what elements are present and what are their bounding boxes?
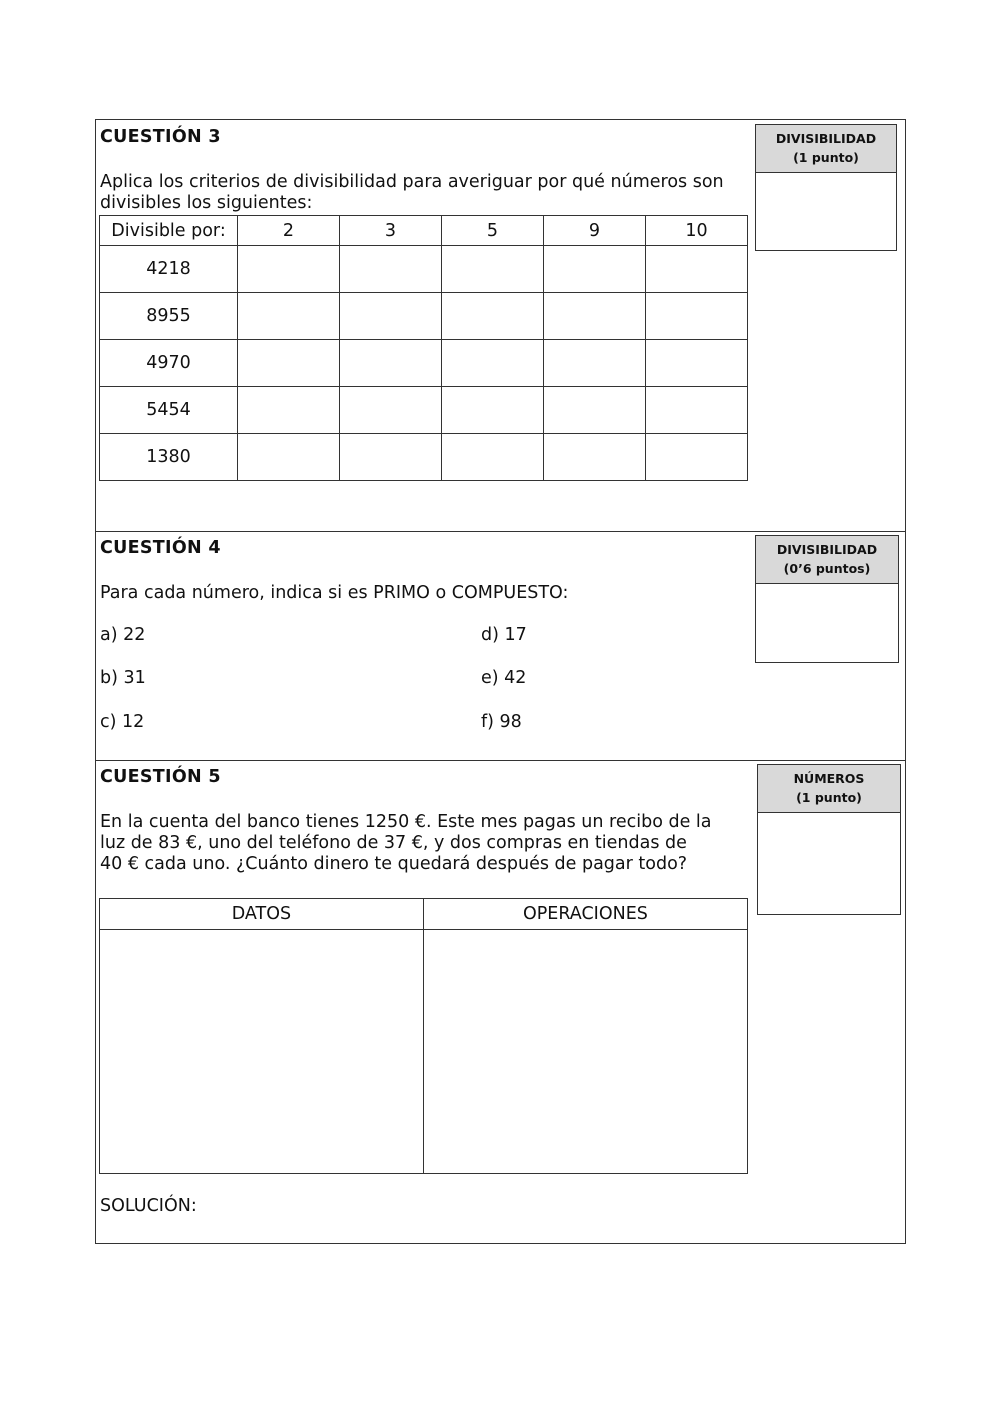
divisibility-table — [99, 215, 748, 481]
answer-cell[interactable] — [340, 246, 442, 293]
q4-statement: Para cada número, indica si es PRIMO o COMPUESTO: — [100, 583, 569, 603]
q5-statement-line: En la cuenta del banco tienes 1250 €. Este mes pagas un recibo de la — [100, 812, 712, 832]
q4-item-f: f) 98 — [481, 712, 522, 732]
operaciones-area[interactable] — [423, 930, 747, 1174]
q5-statement-line: 40 € cada uno. ¿Cuánto dinero te quedará después de pagar todo? — [100, 854, 688, 874]
q5-score-box — [757, 764, 901, 915]
q5-statement — [100, 812, 712, 875]
table-row — [100, 434, 748, 481]
q3-score-points: (1 punto) — [793, 150, 859, 165]
answer-cell[interactable] — [646, 434, 748, 481]
table-row — [100, 340, 748, 387]
answer-cell[interactable] — [442, 434, 544, 481]
q5-title: CUESTIÓN 5 — [100, 767, 221, 787]
q4-item-a: a) 22 — [100, 625, 146, 645]
answer-cell[interactable] — [442, 340, 544, 387]
table-header-label: Divisible por: — [100, 216, 238, 246]
divisor-9: 9 — [544, 216, 646, 246]
table-row — [100, 387, 748, 434]
operaciones-header: OPERACIONES — [423, 899, 747, 930]
answer-cell[interactable] — [544, 293, 646, 340]
table-row — [100, 246, 748, 293]
row-number: 8955 — [100, 293, 238, 340]
q4-item-c: c) 12 — [100, 712, 145, 732]
q3-title: CUESTIÓN 3 — [100, 127, 221, 147]
section-divider — [95, 760, 906, 761]
q5-statement-line: luz de 83 €, uno del teléfono de 37 €, y dos compras en tiendas de — [100, 833, 687, 853]
answer-cell[interactable] — [238, 293, 340, 340]
q5-score-category: NÚMEROS — [793, 771, 865, 786]
answer-cell[interactable] — [238, 434, 340, 481]
row-number: 4970 — [100, 340, 238, 387]
answer-cell[interactable] — [238, 387, 340, 434]
row-number: 1380 — [100, 434, 238, 481]
section-divider — [95, 531, 906, 532]
q4-item-d: d) 17 — [481, 625, 527, 645]
answer-cell[interactable] — [340, 434, 442, 481]
answer-cell[interactable] — [238, 340, 340, 387]
q5-score-points: (1 punto) — [796, 790, 862, 805]
answer-cell[interactable] — [646, 387, 748, 434]
q4-item-b: b) 31 — [100, 668, 146, 688]
answer-cell[interactable] — [340, 293, 442, 340]
answer-cell[interactable] — [544, 434, 646, 481]
q3-score-category: DIVISIBILIDAD — [775, 131, 877, 146]
q4-title: CUESTIÓN 4 — [100, 538, 221, 558]
datos-area[interactable] — [100, 930, 424, 1174]
q4-score-points: (0’6 puntos) — [783, 561, 871, 576]
divisor-3: 3 — [340, 216, 442, 246]
answer-cell[interactable] — [442, 293, 544, 340]
answer-cell[interactable] — [646, 293, 748, 340]
row-number: 5454 — [100, 387, 238, 434]
answer-cell[interactable] — [544, 246, 646, 293]
row-number: 4218 — [100, 246, 238, 293]
q4-score-category: DIVISIBILIDAD — [776, 542, 878, 557]
q3-score-box — [755, 124, 897, 251]
answer-cell[interactable] — [646, 246, 748, 293]
divisor-10: 10 — [646, 216, 748, 246]
divisor-2: 2 — [238, 216, 340, 246]
answer-cell[interactable] — [544, 340, 646, 387]
table-row — [100, 293, 748, 340]
q3-statement: Aplica los criterios de divisibilidad para averiguar por qué números son divisibles los siguientes: — [100, 172, 724, 213]
q4-score-box — [755, 535, 899, 663]
answer-cell[interactable] — [544, 387, 646, 434]
q4-item-e: e) 42 — [481, 668, 527, 688]
answer-cell[interactable] — [442, 387, 544, 434]
answer-cell[interactable] — [238, 246, 340, 293]
answer-cell[interactable] — [442, 246, 544, 293]
answer-cell[interactable] — [646, 340, 748, 387]
solution-label: SOLUCIÓN: — [100, 1196, 197, 1216]
answer-cell[interactable] — [340, 387, 442, 434]
divisor-5: 5 — [442, 216, 544, 246]
answer-cell[interactable] — [340, 340, 442, 387]
data-operations-table — [99, 898, 748, 1174]
datos-header: DATOS — [100, 899, 424, 930]
